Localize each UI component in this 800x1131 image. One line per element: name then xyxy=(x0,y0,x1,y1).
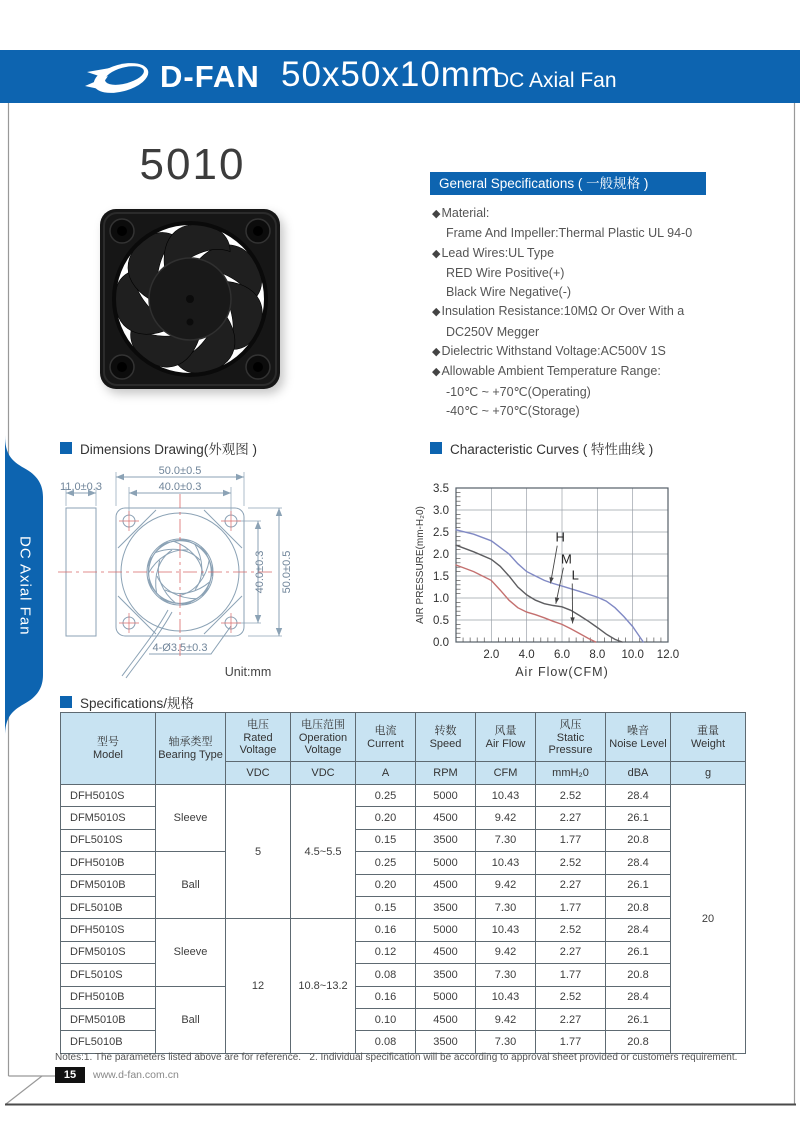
airflow-cell: 7.30 xyxy=(476,964,536,986)
diamond-bullet-icon: ◆ xyxy=(432,346,441,359)
general-spec-text: Dielectric Withstand Voltage:AC500V 1S xyxy=(441,344,666,359)
svg-text:1.0: 1.0 xyxy=(433,593,449,605)
diamond-bullet-icon: ◆ xyxy=(432,208,441,220)
page-number: 15 xyxy=(55,1067,85,1083)
dim-outer-height: 50.0±0.5 xyxy=(281,550,293,594)
noise-cell: 20.8 xyxy=(606,964,671,986)
col-unit-speed: RPM xyxy=(416,762,476,785)
product-series-title: 5010 xyxy=(139,140,246,189)
speed-cell: 5000 xyxy=(416,852,476,874)
page-title: 50x50x10mm xyxy=(281,55,502,94)
section-specs-label: Specifications/规格 xyxy=(80,696,195,711)
airflow-cell: 10.43 xyxy=(476,919,536,941)
noise-cell: 28.4 xyxy=(606,919,671,941)
current-cell: 0.20 xyxy=(356,874,416,896)
noise-cell: 20.8 xyxy=(606,829,671,851)
model-cell: DFH5010B xyxy=(61,986,156,1008)
model-cell: DFH5010S xyxy=(61,919,156,941)
general-spec-line xyxy=(432,244,762,264)
svg-text:10.0: 10.0 xyxy=(621,649,644,661)
airflow-cell: 9.42 xyxy=(476,941,536,963)
curve-label-H: H xyxy=(555,529,565,545)
website-url: www.d-fan.com.cn xyxy=(93,1069,179,1081)
bearing-cell: Sleeve xyxy=(156,919,226,986)
general-spec-line xyxy=(432,342,762,362)
general-spec-text: Lead Wires:UL Type xyxy=(441,245,555,260)
speed-cell: 5000 xyxy=(416,919,476,941)
col-header-static-pressure: 风压 Static Pressure xyxy=(536,713,606,762)
page-subtitle: DC Axial Fan xyxy=(494,69,617,92)
col-unit-static-pressure: mmH₂0 xyxy=(536,762,606,785)
model-cell: DFH5010B xyxy=(61,852,156,874)
general-spec-line xyxy=(432,383,762,402)
col-header-operation-voltage: 电压范围 Operation Voltage xyxy=(291,713,356,762)
speed-cell: 4500 xyxy=(416,941,476,963)
col-header-weight: 重量 Weight xyxy=(671,713,746,762)
pressure-cell: 2.52 xyxy=(536,919,606,941)
model-cell: DFH5010S xyxy=(61,785,156,807)
col-unit-weight: g xyxy=(671,762,746,785)
dim-outer-width: 50.0±0.5 xyxy=(158,465,202,477)
current-cell: 0.16 xyxy=(356,919,416,941)
general-spec-line xyxy=(432,402,762,421)
current-cell: 0.25 xyxy=(356,785,416,807)
svg-text:0.0: 0.0 xyxy=(433,637,449,649)
diamond-bullet-icon: ◆ xyxy=(432,247,441,260)
noise-cell: 26.1 xyxy=(606,807,671,829)
pressure-cell: 2.52 xyxy=(536,852,606,874)
curve-label-M: M xyxy=(560,551,572,567)
pressure-cell: 2.27 xyxy=(536,1008,606,1030)
curve-H xyxy=(456,530,643,642)
svg-text:2.0: 2.0 xyxy=(433,549,449,561)
svg-text:12.0: 12.0 xyxy=(656,649,680,661)
pressure-cell: 2.27 xyxy=(536,807,606,829)
model-cell: DFL5010B xyxy=(61,1031,156,1053)
airflow-cell: 10.43 xyxy=(476,785,536,807)
airflow-cell: 9.42 xyxy=(476,874,536,896)
noise-cell: 28.4 xyxy=(606,785,671,807)
col-unit-rated-voltage: VDC xyxy=(226,762,291,785)
current-cell: 0.12 xyxy=(356,941,416,963)
col-header-bearing-type: 轴承类型 Bearing Type xyxy=(156,713,226,785)
general-spec-text: -10℃ ~ +70℃(Operating) xyxy=(446,384,591,399)
general-spec-line xyxy=(432,323,762,342)
diamond-bullet-icon: ◆ xyxy=(432,366,441,379)
rated-voltage-cell: 12 xyxy=(226,919,291,1053)
section-curves-label: Characteristic Curves ( 特性曲线 ) xyxy=(450,442,654,457)
side-tab-dc-axial-fan xyxy=(0,430,48,742)
speed-cell: 4500 xyxy=(416,1008,476,1030)
side-tab-label: DC Axial Fan xyxy=(16,536,34,636)
col-header-noise-level: 噪音 Noise Level xyxy=(606,713,671,762)
current-cell: 0.08 xyxy=(356,964,416,986)
current-cell: 0.08 xyxy=(356,1031,416,1053)
general-spec-text: Black Wire Negative(-) xyxy=(446,285,572,300)
speed-cell: 3500 xyxy=(416,829,476,851)
section-dimensions xyxy=(60,438,257,458)
general-spec-text: -40℃ ~ +70℃(Storage) xyxy=(446,403,580,418)
general-spec-line xyxy=(432,204,762,224)
svg-text:0.5: 0.5 xyxy=(433,615,449,627)
noise-cell: 28.4 xyxy=(606,852,671,874)
speed-cell: 4500 xyxy=(416,807,476,829)
weight-cell: 20 xyxy=(671,785,746,1054)
svg-text:2.0: 2.0 xyxy=(483,649,500,661)
spec-table xyxy=(60,712,746,1054)
model-cell: DFM5010B xyxy=(61,874,156,896)
section-square-icon xyxy=(60,696,72,708)
noise-cell: 20.8 xyxy=(606,1031,671,1053)
bearing-cell: Sleeve xyxy=(156,785,226,852)
general-spec-line xyxy=(432,264,762,283)
section-curves xyxy=(430,438,653,458)
col-unit-current: A xyxy=(356,762,416,785)
section-square-icon xyxy=(60,442,72,454)
model-cell: DFM5010S xyxy=(61,941,156,963)
pressure-cell: 1.77 xyxy=(536,964,606,986)
speed-cell: 3500 xyxy=(416,964,476,986)
operation-voltage-cell: 4.5~5.5 xyxy=(291,785,356,919)
airflow-cell: 9.42 xyxy=(476,1008,536,1030)
notes-text: Notes:1. The parameters listed above are for reference. 2. Individual specification will be according to approval sheet provided or customers requirement. xyxy=(55,1052,738,1063)
svg-text:8.0: 8.0 xyxy=(589,649,606,661)
general-spec-text: RED Wire Positive(+) xyxy=(446,265,565,280)
svg-text:2.5: 2.5 xyxy=(433,527,449,539)
airflow-cell: 7.30 xyxy=(476,829,536,851)
model-cell: DFL5010S xyxy=(61,829,156,851)
curve-label-L: L xyxy=(571,567,579,583)
model-cell: DFL5010S xyxy=(61,964,156,986)
table-row xyxy=(61,986,746,1008)
col-unit-air-flow: CFM xyxy=(476,762,536,785)
table-row xyxy=(61,785,746,807)
airflow-cell: 10.43 xyxy=(476,852,536,874)
section-dimensions-label: Dimensions Drawing(外观图 ) xyxy=(80,442,258,457)
general-spec-text: Frame And Impeller:Thermal Plastic UL 94-0 xyxy=(446,226,693,241)
speed-cell: 4500 xyxy=(416,874,476,896)
general-specs-header: General Specifications ( 一般规格 ) xyxy=(430,172,706,195)
dim-unit-label: Unit:mm xyxy=(224,665,272,679)
table-row xyxy=(61,919,746,941)
current-cell: 0.15 xyxy=(356,829,416,851)
col-unit-operation-voltage: VDC xyxy=(291,762,356,785)
speed-cell: 3500 xyxy=(416,896,476,918)
svg-text:3.0: 3.0 xyxy=(433,505,449,517)
svg-text:4.0: 4.0 xyxy=(518,649,535,661)
current-cell: 0.25 xyxy=(356,852,416,874)
svg-text:Air Flow(CFM): Air Flow(CFM) xyxy=(515,665,609,679)
airflow-cell: 10.43 xyxy=(476,986,536,1008)
current-cell: 0.16 xyxy=(356,986,416,1008)
general-spec-text: Material: xyxy=(441,206,490,220)
dim-hole-pitch-v: 40.0±0.3 xyxy=(254,550,266,594)
svg-text:AIR PRESSURE(mm-H₂0): AIR PRESSURE(mm-H₂0) xyxy=(415,506,426,624)
table-row xyxy=(61,852,746,874)
airflow-cell: 9.42 xyxy=(476,807,536,829)
pressure-cell: 1.77 xyxy=(536,829,606,851)
fan-product-image xyxy=(95,203,285,395)
speed-cell: 3500 xyxy=(416,1031,476,1053)
bearing-cell: Ball xyxy=(156,852,226,919)
characteristic-curves-chart xyxy=(412,460,702,692)
pressure-cell: 1.77 xyxy=(536,896,606,918)
pressure-cell: 2.52 xyxy=(536,986,606,1008)
airflow-cell: 7.30 xyxy=(476,896,536,918)
pressure-cell: 2.27 xyxy=(536,874,606,896)
general-spec-text: Insulation Resistance:10MΩ Or Over With a xyxy=(441,304,685,319)
noise-cell: 28.4 xyxy=(606,986,671,1008)
svg-text:1.5: 1.5 xyxy=(433,571,449,583)
noise-cell: 26.1 xyxy=(606,874,671,896)
airflow-cell: 7.30 xyxy=(476,1031,536,1053)
general-spec-line xyxy=(432,302,762,322)
top-banner xyxy=(0,50,800,103)
model-cell: DFL5010B xyxy=(61,896,156,918)
current-cell: 0.20 xyxy=(356,807,416,829)
current-cell: 0.15 xyxy=(356,896,416,918)
model-cell: DFM5010S xyxy=(61,807,156,829)
col-header-model: 型号 Model xyxy=(61,713,156,785)
col-unit-noise-level: dBA xyxy=(606,762,671,785)
brand-name: D-FAN xyxy=(160,59,260,94)
dim-thickness: 11.0±0.3 xyxy=(60,481,102,493)
col-header-air-flow: 风量 Air Flow xyxy=(476,713,536,762)
noise-cell: 20.8 xyxy=(606,896,671,918)
dim-hole-dia: 4-Ø3.5±0.3 xyxy=(152,642,208,654)
col-header-speed: 转数 Speed xyxy=(416,713,476,762)
svg-text:6.0: 6.0 xyxy=(554,649,570,661)
general-spec-text: Allowable Ambient Temperature Range: xyxy=(441,364,661,379)
operation-voltage-cell: 10.8~13.2 xyxy=(291,919,356,1053)
speed-cell: 5000 xyxy=(416,785,476,807)
svg-text:3.5: 3.5 xyxy=(433,483,449,495)
speed-cell: 5000 xyxy=(416,986,476,1008)
pressure-cell: 1.77 xyxy=(536,1031,606,1053)
diamond-bullet-icon: ◆ xyxy=(432,306,441,319)
col-header-rated-voltage: 电压 Rated Voltage xyxy=(226,713,291,762)
rated-voltage-cell: 5 xyxy=(226,785,291,919)
current-cell: 0.10 xyxy=(356,1008,416,1030)
general-specs-list xyxy=(432,204,762,421)
general-spec-line xyxy=(432,283,762,302)
col-header-current: 电流 Current xyxy=(356,713,416,762)
model-cell: DFM5010B xyxy=(61,1008,156,1030)
noise-cell: 26.1 xyxy=(606,1008,671,1030)
section-square-icon xyxy=(430,442,442,454)
noise-cell: 26.1 xyxy=(606,941,671,963)
dim-hole-pitch-h: 40.0±0.3 xyxy=(158,481,202,493)
general-spec-text: DC250V Megger xyxy=(446,324,540,339)
general-spec-line xyxy=(432,362,762,382)
bearing-cell: Ball xyxy=(156,986,226,1053)
brand-swoosh-icon xyxy=(84,55,158,101)
pressure-cell: 2.27 xyxy=(536,941,606,963)
dimensions-drawing xyxy=(52,464,302,696)
general-spec-line xyxy=(432,224,762,243)
pressure-cell: 2.52 xyxy=(536,785,606,807)
